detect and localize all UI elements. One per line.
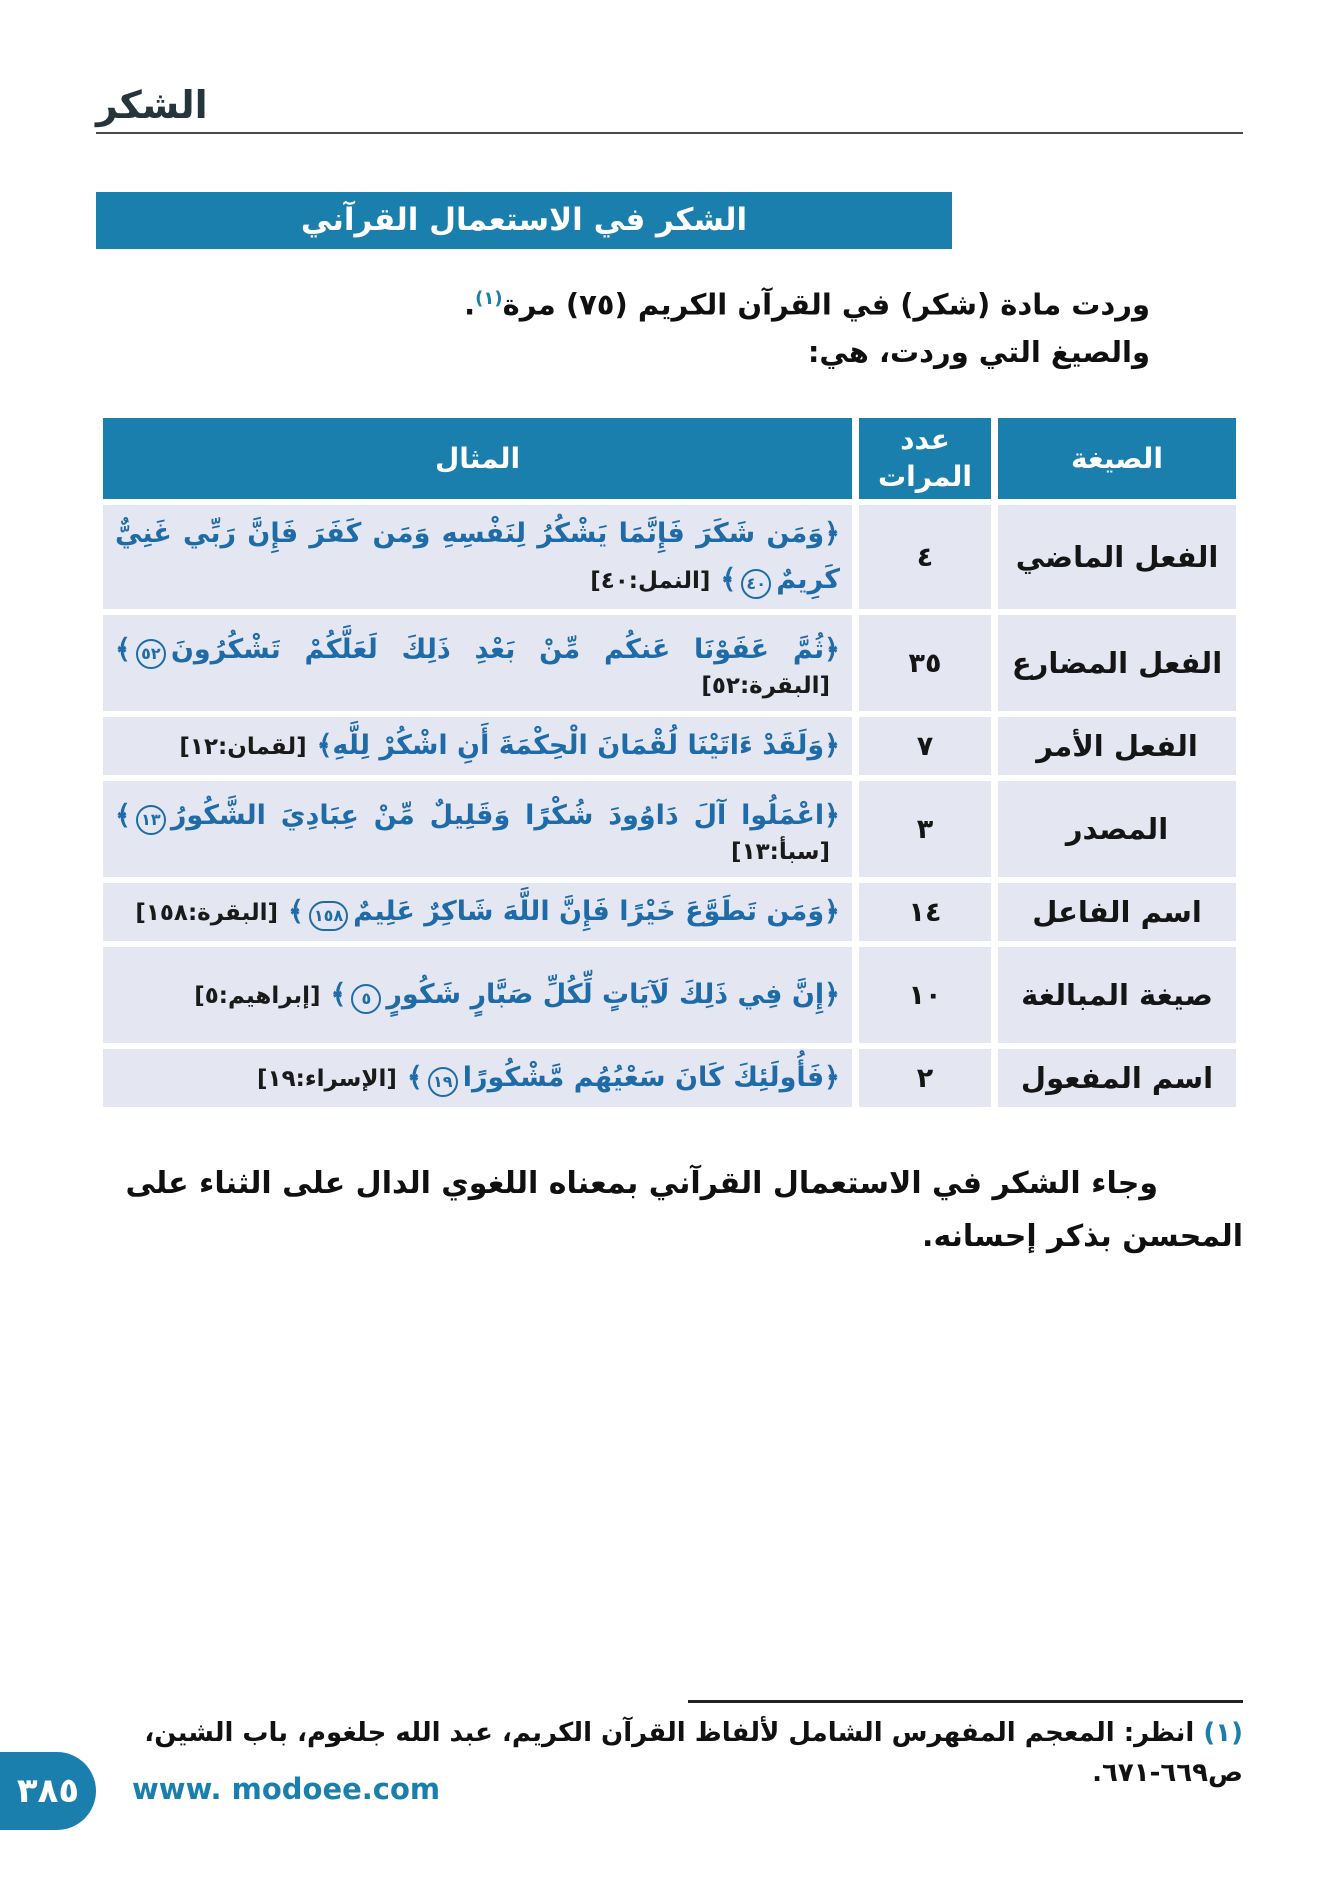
count-cell: ٧ (859, 717, 991, 775)
footnote-rule (688, 1700, 1243, 1703)
example-cell (103, 1049, 852, 1107)
intro-paragraph (96, 275, 1243, 377)
footnote-marker: (١) (1203, 1718, 1243, 1748)
ayah-number-badge: ١٩ (428, 1067, 458, 1097)
verse-close-bracket: ﴾ (406, 1062, 423, 1094)
ayah-number-badge: ١٣ (136, 805, 166, 835)
intro-line-2: والصيغ التي وردت، هي: (807, 335, 1150, 370)
verse-reference: [سبأ:١٣] (731, 839, 830, 866)
verse-reference: [البقرة:١٥٨] (135, 900, 279, 927)
form-cell: الفعل الماضي (998, 505, 1236, 609)
column-header-count: عدد المرات (859, 418, 991, 499)
verse-reference: [إبراهيم:٥] (194, 983, 321, 1010)
count-cell: ٤ (859, 505, 991, 609)
column-header-form: الصيغة (998, 418, 1236, 499)
verse-close-bracket: ﴾ (330, 979, 347, 1011)
running-head: الشكر (96, 83, 208, 127)
footnote-text: انظر: المعجم المفهرس الشامل لألفاظ القرآن الكريم، عبد الله جلغوم، باب الشين، ص٦٦٩-٦٧١. (144, 1718, 1243, 1788)
count-cell: ٢ (859, 1049, 991, 1107)
example-cell (103, 947, 852, 1043)
quran-verse: ﴿إِنَّ فِي ذَلِكَ لَآيَاتٍ لِّكُلِّ صَبَّارٍ شَكُورٍ (386, 979, 840, 1011)
ayah-number-badge: ٥ (351, 984, 381, 1014)
form-cell: اسم المفعول (998, 1049, 1236, 1107)
verse-reference: [الإسراء:١٩] (257, 1066, 397, 1093)
header-rule (96, 132, 1243, 134)
example-cell (103, 781, 852, 877)
page-number: ٣٨٥ (16, 1771, 80, 1811)
count-cell: ١٠ (859, 947, 991, 1043)
example-cell (103, 615, 852, 711)
form-cell: المصدر (998, 781, 1236, 877)
quranic-usage-table (96, 412, 1243, 1113)
count-cell: ٣٥ (859, 615, 991, 711)
quran-verse: ﴿ثُمَّ عَفَوْنَا عَنكُم مِّنْ بَعْدِ ذَلِكَ لَعَلَّكُمْ تَشْكُرُونَ (170, 634, 840, 666)
ayah-number-badge: ٥٢ (136, 639, 166, 669)
verse-close-bracket: ﴾ (316, 730, 333, 762)
verse-close-bracket: ﴾ (288, 896, 304, 928)
section-banner-title: الشكر في الاستعمال القرآني (300, 202, 748, 239)
verse-reference: [لقمان:١٢] (179, 734, 307, 761)
intro-line-1 (96, 275, 1243, 329)
quran-verse: ﴿اعْمَلُوا آلَ دَاوُودَ شُكْرًا وَقَلِيلٌ مِّنْ عِبَادِيَ الشَّكُورُ (170, 800, 840, 832)
ayah-number-badge: ١٥٨ (309, 901, 348, 931)
example-cell (103, 717, 852, 775)
table-row (103, 717, 1236, 775)
count-cell: ٣ (859, 781, 991, 877)
example-cell (103, 883, 852, 941)
table-row (103, 505, 1236, 609)
section-banner (96, 192, 952, 249)
quran-verse: ﴿وَمَن شَكَرَ فَإِنَّمَا يَشْكُرُ لِنَفْسِهِ وَمَن كَفَرَ فَإِنَّ رَبِّي غَنِيٌّ كَرِيمٌ (115, 518, 840, 596)
closing-paragraph: وجاء الشكر في الاستعمال القرآني بمعناه اللغوي الدال على الثناء على المحسن بذكر إحسانه. (125, 1166, 1243, 1255)
form-cell: الفعل الأمر (998, 717, 1236, 775)
table-header-row (103, 418, 1236, 499)
page-number-tab (0, 1752, 96, 1830)
table-row (103, 947, 1236, 1043)
table-row (103, 883, 1236, 941)
verse-close-bracket: ﴾ (115, 634, 131, 666)
table-row (103, 781, 1236, 877)
form-cell: صيغة المبالغة (998, 947, 1236, 1043)
intro-line-1-text: وردت مادة (شكر) في القرآن الكريم (٧٥) مرة (502, 287, 1150, 322)
footnote-reference-superscript: (١) (475, 287, 503, 309)
ayah-number-badge: ٤٠ (741, 569, 771, 599)
verse-close-bracket: ﴾ (115, 800, 131, 832)
form-cell: اسم الفاعل (998, 883, 1236, 941)
website-link[interactable]: www. modoee.com (132, 1772, 441, 1806)
verse-reference: [النمل:٤٠] (590, 568, 711, 595)
quran-verse: ﴿فَأُولَئِكَ كَانَ سَعْيُهُم مَّشْكُورًا (462, 1062, 840, 1094)
quran-verse: ﴿وَلَقَدْ ءَاتَيْنَا لُقْمَانَ الْحِكْمَةَ أَنِ اشْكُرْ لِلَّهِ (332, 730, 840, 762)
count-cell: ١٤ (859, 883, 991, 941)
table-row (103, 1049, 1236, 1107)
verse-close-bracket: ﴾ (720, 564, 737, 596)
intro-line-1-period: . (464, 287, 476, 322)
example-cell (103, 505, 852, 609)
quran-verse: ﴿وَمَن تَطَوَّعَ خَيْرًا فَإِنَّ اللَّهَ شَاكِرٌ عَلِيمٌ (353, 896, 840, 928)
column-header-example: المثال (103, 418, 852, 499)
form-cell: الفعل المضارع (998, 615, 1236, 711)
verse-reference: [البقرة:٥٢] (701, 673, 830, 700)
table-row (103, 615, 1236, 711)
